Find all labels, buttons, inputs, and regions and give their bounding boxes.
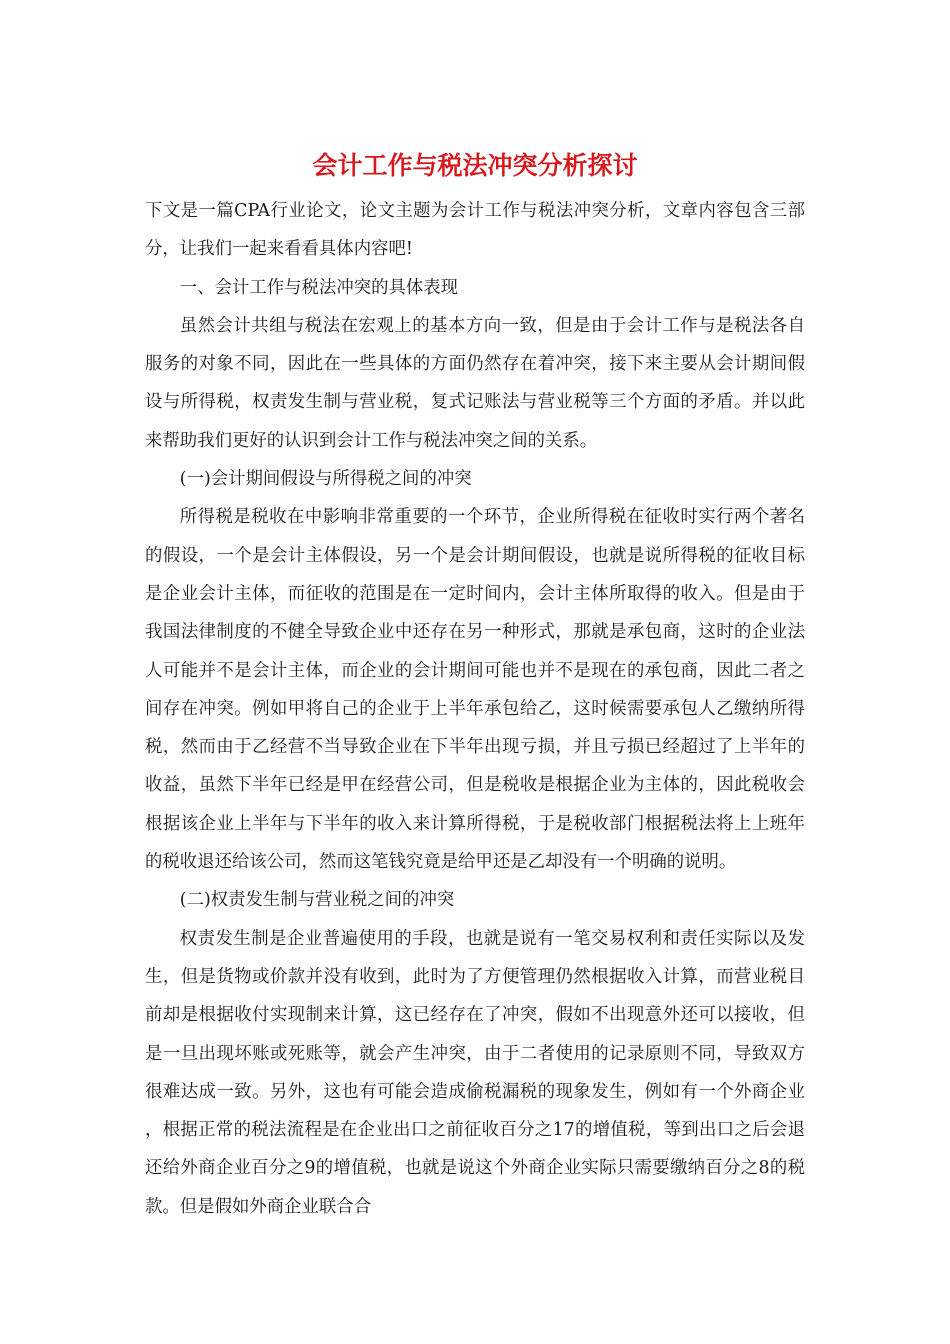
document-title: 会计工作与税法冲突分析探讨 <box>312 151 638 180</box>
subsection-heading-1: (一)会计期间假设与所得税之间的冲突 <box>179 469 472 490</box>
section-heading-1: 一、会计工作与税法冲突的具体表现 <box>179 277 459 298</box>
body-paragraph: 权责发生制是企业普遍使用的手段，也就是说有一笔交易权利和责任实际以及发生，但是货物或价款并没有收到，此时为了方便管理仍然根据收入计算，而营业税目前却是根据收付实现制来计算，这已经存在了冲突，假如不出现意外还可以接收，但是一旦出现坏账或死账等，就会产生冲突，由于二者使用的记录原则不同，导致双方很难达成一致。另外，这也有可能会造成偷税漏税的现象发生，例如有一个外商企业，根据正常的税法流程是在企业出口之前征收百分之17的增值税，等到出口之后会退还给外商企业百分之9的增值税，也就是说这个外商企业实际只需要缴纳百分之8的税款。但是假如外商企业联合合 <box>145 928 805 1217</box>
body-paragraph: 虽然会计共组与税法在宏观上的基本方向一致，但是由于会计工作与是税法各自服务的对象不同，因此在一些具体的方面仍然存在着冲突，接下来主要从会计期间假设与所得税，权责发生制与营业税，复式记账法与营业税等三个方面的矛盾。并以此来帮助我们更好的认识到会计工作与税法冲突之间的关系。 <box>145 315 805 451</box>
body-paragraph: 所得税是税收在中影响非常重要的一个环节，企业所得税在征收时实行两个著名的假设，一个是会计主体假设，另一个是会计期间假设，也就是说所得税的征收目标是企业会计主体，而征收的范围是在一定时间内，会计主体所取得的收入。但是由于我国法律制度的不健全导致企业中还存在另一种形式，那就是承包商，这时的企业法人可能并不是会计主体，而企业的会计期间可能也并不是现在的承包商，因此二者之间存在冲突。例如甲将自己的企业于上半年承包给乙，这时候需要承包人乙缴纳所得税，然而由于乙经营不当导致企业在下半年出现亏损，并且亏损已经超过了上半年的收益，虽然下半年已经是甲在经营公司，但是税收是根据企业为主体的，因此税收会根据该企业上半年与下半年的收入来计算所得税，于是税收部门根据税法将上上班年的税收退还给该公司，然而这笔钱究竟是给甲还是乙却没有一个明确的说明。 <box>145 507 805 873</box>
intro-paragraph: 下文是一篇CPA行业论文，论文主题为会计工作与税法冲突分析，文章内容包含三部分，让我们一起来看看具体内容吧! <box>145 201 805 260</box>
subsection-heading-2: (二)权责发生制与营业税之间的冲突 <box>179 890 455 911</box>
document-body <box>145 148 805 1226</box>
